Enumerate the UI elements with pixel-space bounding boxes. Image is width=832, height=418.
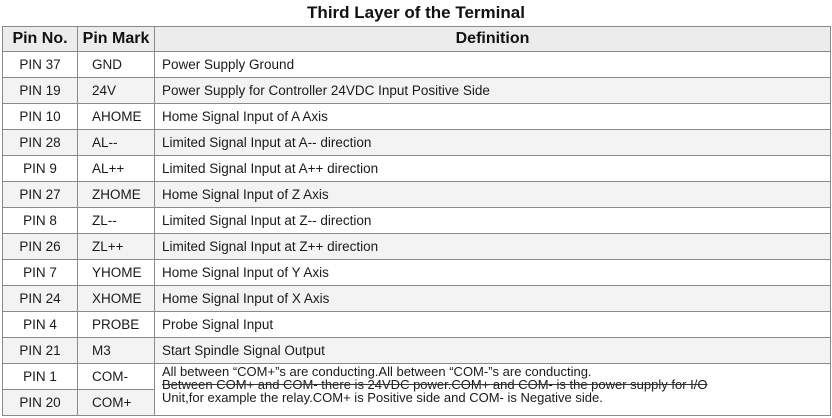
definition-cell: Home Signal Input of A Axis <box>155 104 831 130</box>
pin-mark-cell: AL-- <box>78 130 155 156</box>
table-row <box>3 260 831 286</box>
table-row <box>3 286 831 312</box>
table-row <box>3 104 831 130</box>
definition-cell: Probe Signal Input <box>155 312 831 338</box>
pin-number-cell: PIN 4 <box>3 312 78 338</box>
pin-number-cell: PIN 27 <box>3 182 78 208</box>
pin-mark-cell: GND <box>78 52 155 78</box>
com-definition-line-1: All between “COM+”s are conducting.All between “COM-”s are conducting. <box>162 364 592 379</box>
pin-mark-cell: AL++ <box>78 156 155 182</box>
pin-number-cell: PIN 8 <box>3 208 78 234</box>
pin-mark-cell: COM+ <box>78 390 155 416</box>
pin-mark-cell: XHOME <box>78 286 155 312</box>
pin-number-cell: PIN 1 <box>3 364 78 390</box>
com-definition-line-3: Unit,for example the relay.COM+ is Positive side and COM- is Negative side. <box>162 390 603 405</box>
table-body <box>3 52 831 416</box>
table-header-row <box>3 27 831 52</box>
pin-number-cell: PIN 19 <box>3 78 78 104</box>
definition-cell: Home Signal Input of Y Axis <box>155 260 831 286</box>
pin-mark-cell: AHOME <box>78 104 155 130</box>
table-row <box>3 156 831 182</box>
pin-number-cell: PIN 37 <box>3 52 78 78</box>
table-title: Third Layer of the Terminal <box>307 3 525 22</box>
table-row <box>3 364 831 390</box>
pin-mark-cell: YHOME <box>78 260 155 286</box>
definition-cell: Home Signal Input of Z Axis <box>155 182 831 208</box>
com-definition-line-2: Between COM+ and COM- there is 24VDC power.COM+ and COM- is the power supply for I/O <box>162 377 708 392</box>
table-row <box>3 208 831 234</box>
pin-mark-cell: ZHOME <box>78 182 155 208</box>
table-row <box>3 182 831 208</box>
definition-cell: Limited Signal Input at A-- direction <box>155 130 831 156</box>
pin-mark-cell: ZL-- <box>78 208 155 234</box>
pin-mark-cell: 24V <box>78 78 155 104</box>
pin-number-cell: PIN 7 <box>3 260 78 286</box>
pin-number-cell: PIN 20 <box>3 390 78 416</box>
pin-mark-cell: PROBE <box>78 312 155 338</box>
definition-cell: Power Supply Ground <box>155 52 831 78</box>
pin-number-cell: PIN 26 <box>3 234 78 260</box>
definition-cell: Limited Signal Input at Z-- direction <box>155 208 831 234</box>
pin-mark-cell: COM- <box>78 364 155 390</box>
pin-number-cell: PIN 10 <box>3 104 78 130</box>
pin-number-cell: PIN 28 <box>3 130 78 156</box>
pin-mark-cell: ZL++ <box>78 234 155 260</box>
header-pin-no: Pin No. <box>3 27 78 52</box>
definition-cell: Start Spindle Signal Output <box>155 338 831 364</box>
definition-cell: Home Signal Input of X Axis <box>155 286 831 312</box>
com-definition-cell <box>155 364 831 416</box>
table-row <box>3 234 831 260</box>
header-definition: Definition <box>155 27 831 52</box>
definition-cell: Limited Signal Input at A++ direction <box>155 156 831 182</box>
table-row <box>3 130 831 156</box>
pin-mark-cell: M3 <box>78 338 155 364</box>
definition-cell: Power Supply for Controller 24VDC Input Positive Side <box>155 78 831 104</box>
table-row <box>3 338 831 364</box>
definition-cell: Limited Signal Input at Z++ direction <box>155 234 831 260</box>
header-pin-mark: Pin Mark <box>78 27 155 52</box>
table-row <box>3 78 831 104</box>
pin-number-cell: PIN 21 <box>3 338 78 364</box>
table-row <box>3 312 831 338</box>
pin-number-cell: PIN 9 <box>3 156 78 182</box>
table-row <box>3 52 831 78</box>
pin-number-cell: PIN 24 <box>3 286 78 312</box>
terminal-pin-table <box>2 26 831 416</box>
